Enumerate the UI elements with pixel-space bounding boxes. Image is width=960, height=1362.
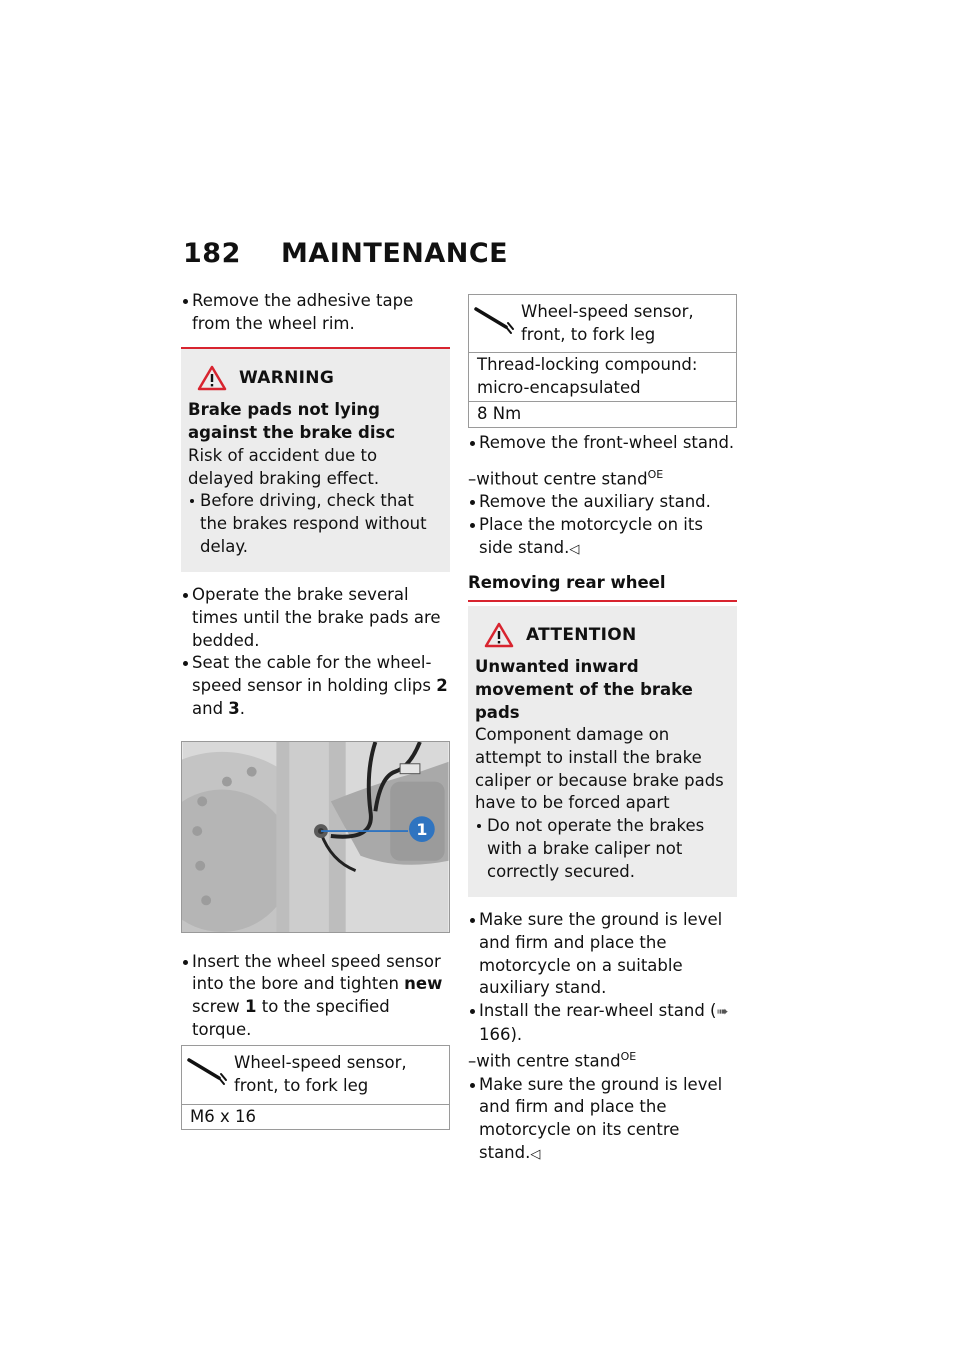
section-title: MAINTENANCE (281, 238, 509, 269)
spec-head (469, 295, 736, 353)
warning-box (181, 347, 450, 572)
closing-paren: ). (510, 1024, 523, 1044)
step-insert-sensor (181, 951, 450, 1042)
step-centre-stand (468, 1074, 737, 1167)
step-seat-cable-text: Seat the cable for the wheel-speed sensor in holding clips (192, 653, 432, 696)
attention-heading: Unwanted inward movement of the brake pads (475, 657, 693, 722)
clip-number-2: 2 (436, 676, 448, 696)
warning-triangle-icon (197, 365, 227, 391)
spec-head-text: Wheel-speed sensor, front, to fork leg (234, 1053, 407, 1096)
clip-number-3: 3 (228, 698, 240, 718)
warning-title: WARNING (239, 368, 335, 389)
oe-superscript: OE (620, 1050, 637, 1064)
attention-text: Component damage on attempt to install the brake caliper or because brake pads have to be forced apart (475, 725, 724, 813)
oe-superscript: OE (647, 468, 664, 482)
step-seat-cable (181, 652, 450, 720)
spec-row-torque: 8 Nm (477, 403, 522, 423)
end-mark: ◁ (569, 541, 580, 557)
condition-text: –without centre stand (468, 469, 648, 489)
attention-box (468, 606, 737, 897)
torque-wrench-icon (473, 305, 515, 335)
page-number: 182 (183, 238, 241, 269)
subheading-removing-rear-wheel: Removing rear wheel (468, 572, 737, 603)
torque-spec-table-right (468, 294, 737, 428)
screw-number-1: 1 (245, 996, 257, 1016)
spec-row-screw-size: M6 x 16 (190, 1106, 256, 1126)
period: . (239, 698, 246, 718)
warning-heading: Brake pads not lying against the brake disc (188, 400, 396, 443)
attention-triangle-icon (484, 622, 514, 648)
step-insert-sensor-end: to the specified torque. (192, 996, 390, 1039)
screw-word: screw (192, 996, 240, 1016)
page-header (183, 238, 743, 278)
torque-wrench-icon (186, 1056, 228, 1086)
step-aux-stand: Make sure the ground is level and firm and place the motorcycle on a suitable auxiliary stand. (468, 909, 737, 1000)
step-remove-aux-stand: Remove the auxiliary stand. (468, 491, 737, 514)
warning-text: Risk of accident due to delayed braking effect. (188, 445, 380, 488)
step-remove-front-stand: Remove the front-wheel stand. (468, 432, 737, 455)
step-install-rear-stand-text: Install the rear-wheel stand ( (479, 1001, 717, 1021)
attention-item: Do not operate the brakes with a brake caliper not correctly secured. (475, 815, 730, 883)
right-column (468, 290, 737, 1167)
step-insert-sensor-text: Insert the wheel speed sensor into the bore and tighten (192, 951, 441, 994)
step-side-stand-text: Place the motorcycle on its side stand. (479, 515, 703, 557)
left-column (181, 290, 450, 1130)
step-install-rear-stand (468, 1000, 737, 1046)
end-mark: ◁ (530, 1146, 541, 1162)
condition-without-centre-stand (468, 464, 737, 491)
step-remove-tape: Remove the adhesive tape from the wheel rim. (181, 290, 450, 335)
new-label: new (404, 974, 443, 994)
step-side-stand (468, 514, 737, 561)
spec-head-text: Wheel-speed sensor, front, to fork leg (521, 302, 694, 344)
step-centre-stand-text: Make sure the ground is level and firm and place the motorcycle on its centre stand. (479, 1074, 723, 1162)
page-reference-arrow-icon: ➠ (716, 1004, 729, 1021)
attention-title: ATTENTION (526, 625, 637, 646)
spec-head (182, 1046, 449, 1104)
attention-header (475, 620, 730, 650)
condition-with-centre-stand (468, 1046, 737, 1073)
spec-row-compound: Thread-locking compound: micro-encapsulated (469, 353, 736, 401)
photo-callout-1: 1 (416, 819, 428, 839)
torque-spec-table-left (181, 1045, 450, 1130)
warning-header (188, 363, 443, 393)
wheel-speed-sensor-photo (181, 741, 450, 933)
page-reference-link[interactable]: 166 (479, 1024, 511, 1044)
and-word: and (192, 698, 224, 718)
warning-item: Before driving, check that the brakes respond without delay. (188, 490, 443, 558)
step-operate-brake: Operate the brake several times until the brake pads are bedded. (181, 584, 450, 652)
condition-text: –with centre stand (468, 1051, 621, 1071)
